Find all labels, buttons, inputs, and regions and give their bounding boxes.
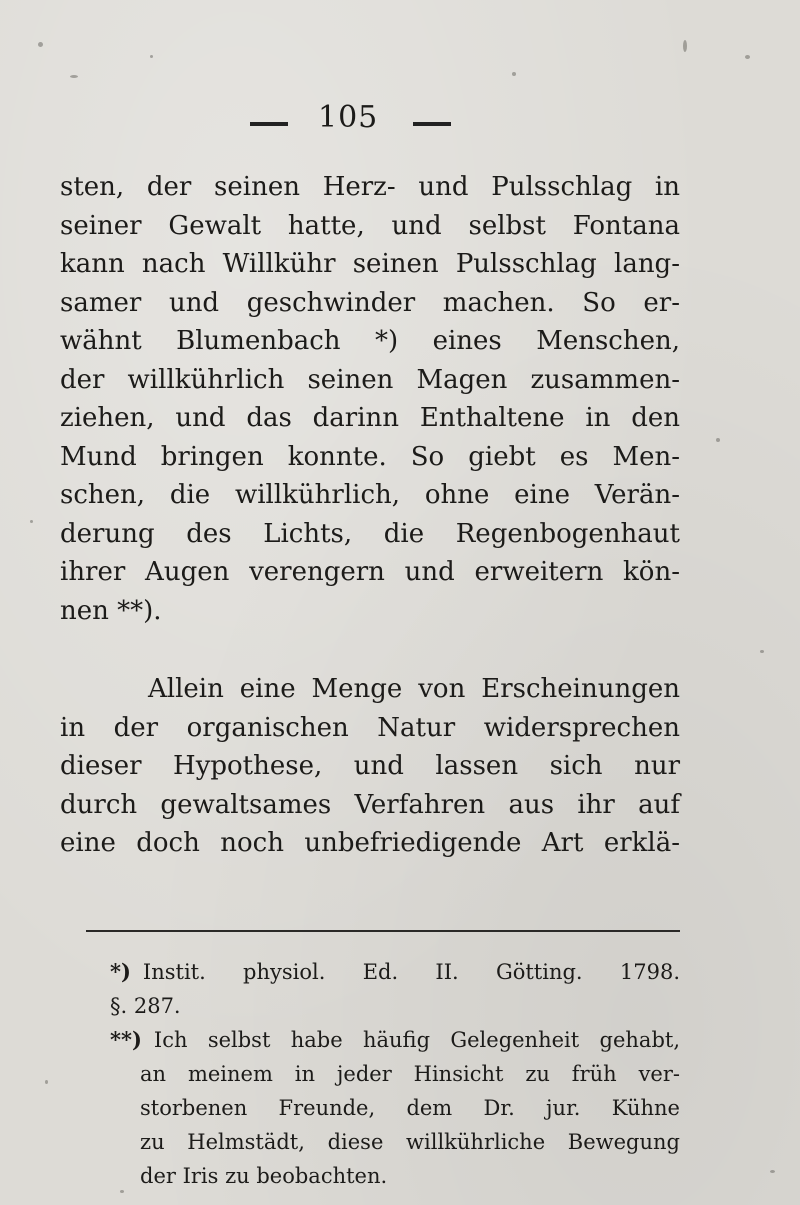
footnote-1-line [110,955,680,989]
page-number: 105 [318,100,379,135]
footnote-1-marker: *) [110,959,131,984]
text-line: eine doch noch unbefriedigende Art erklä- [60,828,680,858]
text-line: ihrer Augen verengern und erweitern kön- [60,557,680,587]
paper-speck [45,1080,48,1084]
paper-speck [30,520,33,523]
footnote-2-line [110,1023,680,1057]
text-line: dieser Hypothese, und lassen sich nur [60,751,680,781]
text-line: samer und geschwinder machen. So er- [60,287,680,318]
text-line: ziehen, und das darinn Enthaltene in den [60,403,680,433]
footnote-2-line: storbenen Freunde, dem Dr. jur. Kühne [140,1096,680,1120]
text-line: wähnt Blumenbach *) eines Menschen, [60,326,680,356]
footnote-2-line: an meinem in jeder Hinsicht zu früh ver- [140,1062,680,1086]
paper-speck [683,40,687,52]
text-line: schen, die willkührlich, ohne eine Verän- [60,480,680,510]
text-line: der willkührlich seinen Magen zusammen- [60,364,680,395]
paper-speck [38,42,43,47]
paragraph-gap [60,630,680,670]
header-dash-right [413,122,451,126]
text-line: Mund bringen konnte. So giebt es Men- [60,441,680,472]
footnote-2-marker: **) [110,1027,142,1052]
text-line: durch gewaltsames Verfahren aus ihr auf [60,789,680,820]
footnote-1-text: Instit. physiol. Ed. II. Götting. 1798. [142,960,680,984]
text-line: kann nach Willkühr seinen Pulsschlag lang- [60,249,680,279]
text-line: seiner Gewalt hatte, und selbst Fontana [60,210,680,241]
paragraph-first-line: Allein eine Menge von Erscheinungen [148,674,680,704]
footnote-2-line: zu Helmstädt, diese willkührliche Bewegung [140,1130,680,1154]
paper-speck [150,55,153,58]
paper-speck [745,55,750,59]
text-line: sten, der seinen Herz- und Pulsschlag in [60,172,680,202]
footnote-1-line [110,989,680,1023]
paper-speck [760,650,764,653]
footnote-2-text: Ich selbst habe häufig Gelegenheit gehabt, [153,1028,680,1052]
text-line: derung des Lichts, die Regenbogenhaut [60,518,680,549]
paper-speck [512,72,516,76]
main-text [60,168,680,863]
header-dash-left [250,122,288,126]
text-line: in der organischen Natur widersprechen [60,712,680,743]
running-head [0,100,800,140]
text-line: nen **). [60,595,162,626]
paper-speck [70,75,78,78]
paper-speck [716,438,720,442]
footnote-rule [86,930,680,932]
footnote-1-text: §. 287. [110,994,181,1018]
footnote-2-line: der Iris zu beobachten. [140,1164,388,1188]
paper-speck [770,1170,775,1173]
footnotes [110,955,680,1193]
